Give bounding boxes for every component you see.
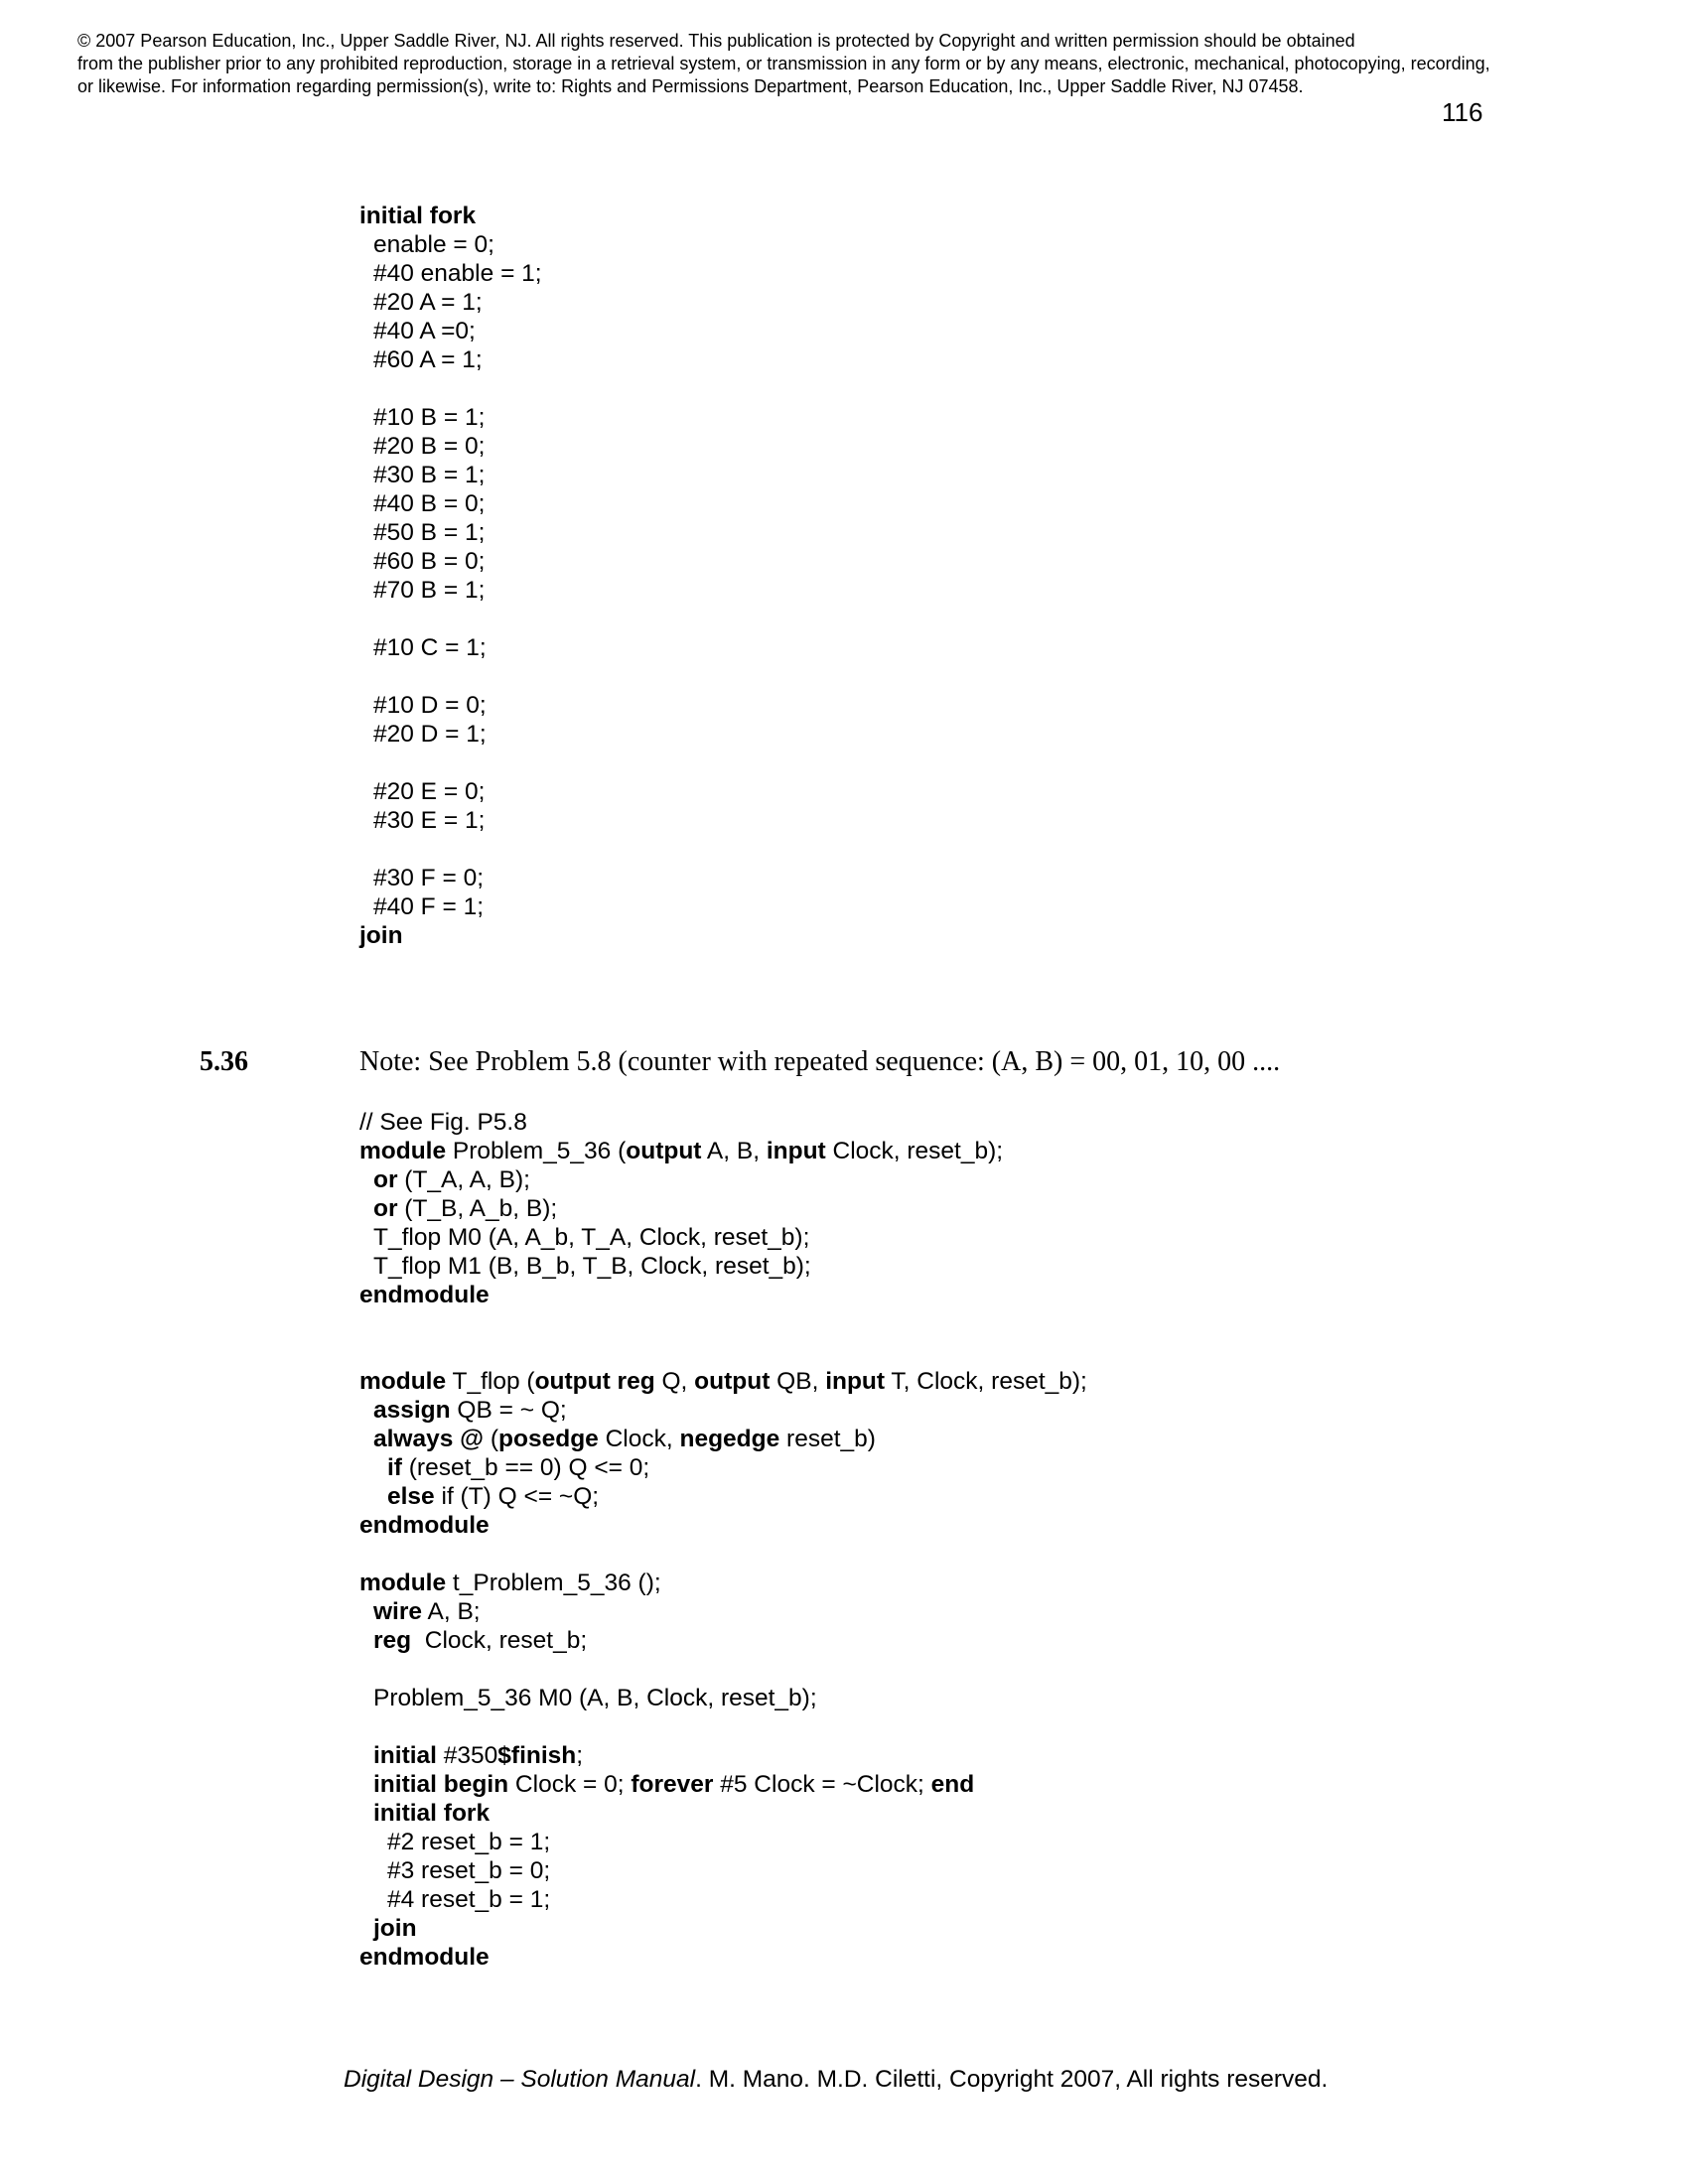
code-line: #60 A = 1; [373,346,483,373]
code-block-top [359,202,542,950]
code-line: or (T_A, A, B); [373,1166,530,1193]
code-line: join [373,1915,417,1942]
code-line: module t_Problem_5_36 (); [359,1570,661,1596]
keyword: join [359,922,403,949]
code-line: #30 B = 1; [373,462,486,488]
code-line: or (T_B, A_b, B); [373,1195,558,1222]
code-block-problem [359,1108,1087,1972]
code-line: always @ (posedge Clock, negedge reset_b) [373,1426,876,1452]
code-line: #20 D = 1; [373,721,487,748]
code-line: endmodule [359,1944,490,1971]
code-line [359,835,542,864]
code-line: #40 enable = 1; [373,260,542,287]
code-line [359,662,542,691]
code-line: #2 reset_b = 1; [387,1829,551,1855]
code-line: #30 F = 0; [373,865,485,891]
code-line-list [359,230,542,921]
code-line: #20 B = 0; [373,433,486,460]
code-line: T_flop M0 (A, A_b, T_A, Clock, reset_b); [373,1224,810,1251]
code-line: enable = 0; [373,231,494,258]
code-line: endmodule [359,1512,490,1539]
code-line [359,202,542,230]
code-line: #10 B = 1; [373,404,486,431]
code-line: #20 E = 0; [373,778,486,805]
problem-note: Note: See Problem 5.8 (counter with repeated sequence: (A, B) = 00, 01, 10, 00 .... [359,1046,1281,1077]
code-line: #10 D = 0; [373,692,487,719]
code-line: #60 B = 0; [373,548,486,575]
code-line [359,749,542,777]
code-line: #3 reset_b = 0; [387,1857,551,1884]
footer-rest: . M. Mano. M.D. Ciletti, Copyright 2007, All rights reserved. [695,2066,1329,2093]
code-line: module T_flop (output reg Q, output QB, input T, Clock, reset_b); [359,1368,1087,1395]
copyright-notice [77,30,1626,98]
code-comment: // See Fig. P5.8 [359,1109,527,1136]
copyright-line: from the publisher prior to any prohibited reproduction, storage in a retrieval system, or transmission in any form or by any means, electronic, mechanical, photocopying, recording, [77,54,1490,73]
code-line: #40 A =0; [373,318,476,344]
code-line: T_flop M1 (B, B_b, T_B, Clock, reset_b); [373,1253,811,1280]
code-line: #20 A = 1; [373,289,483,316]
copyright-line: © 2007 Pearson Education, Inc., Upper Saddle River, NJ. All rights reserved. This publication is protected by Copyright and written permission should be obtained [77,31,1355,51]
code-line: assign QB = ~ Q; [373,1397,567,1424]
copyright-line: or likewise. For information regarding permission(s), write to: Rights and Permissions Department, Pearson Education, Inc., Upper Saddle River, NJ 07458. [77,76,1304,96]
code-line: #40 B = 0; [373,490,486,517]
code-line [359,374,542,403]
code-line: #4 reset_b = 1; [387,1886,551,1913]
code-line: else if (T) Q <= ~Q; [387,1483,600,1510]
code-line: wire A, B; [373,1598,481,1625]
code-line: initial fork [373,1800,491,1827]
code-line: if (reset_b == 0) Q <= 0; [387,1454,650,1481]
keyword: initial fork [359,203,477,229]
code-line [359,605,542,633]
code-line: #70 B = 1; [373,577,486,604]
code-line: #10 C = 1; [373,634,487,661]
code-line: module Problem_5_36 (output A, B, input Clock, reset_b); [359,1138,1004,1164]
code-line: initial begin Clock = 0; forever #5 Clock = ~Clock; end [373,1771,975,1798]
problem-number: 5.36 [200,1046,248,1077]
code-line: reg Clock, reset_b; [373,1627,588,1654]
code-line: #40 F = 1; [373,893,485,920]
code-line: #30 E = 1; [373,807,486,834]
code-line [359,921,542,950]
code-line: initial #350$finish; [373,1742,584,1769]
footer [344,2065,1328,2095]
code-line: #50 B = 1; [373,519,486,546]
code-line: endmodule [359,1282,490,1308]
footer-title: Digital Design – Solution Manual [344,2066,696,2093]
page-number: 116 [1442,97,1483,127]
code-line: Problem_5_36 M0 (A, B, Clock, reset_b); [373,1685,817,1711]
